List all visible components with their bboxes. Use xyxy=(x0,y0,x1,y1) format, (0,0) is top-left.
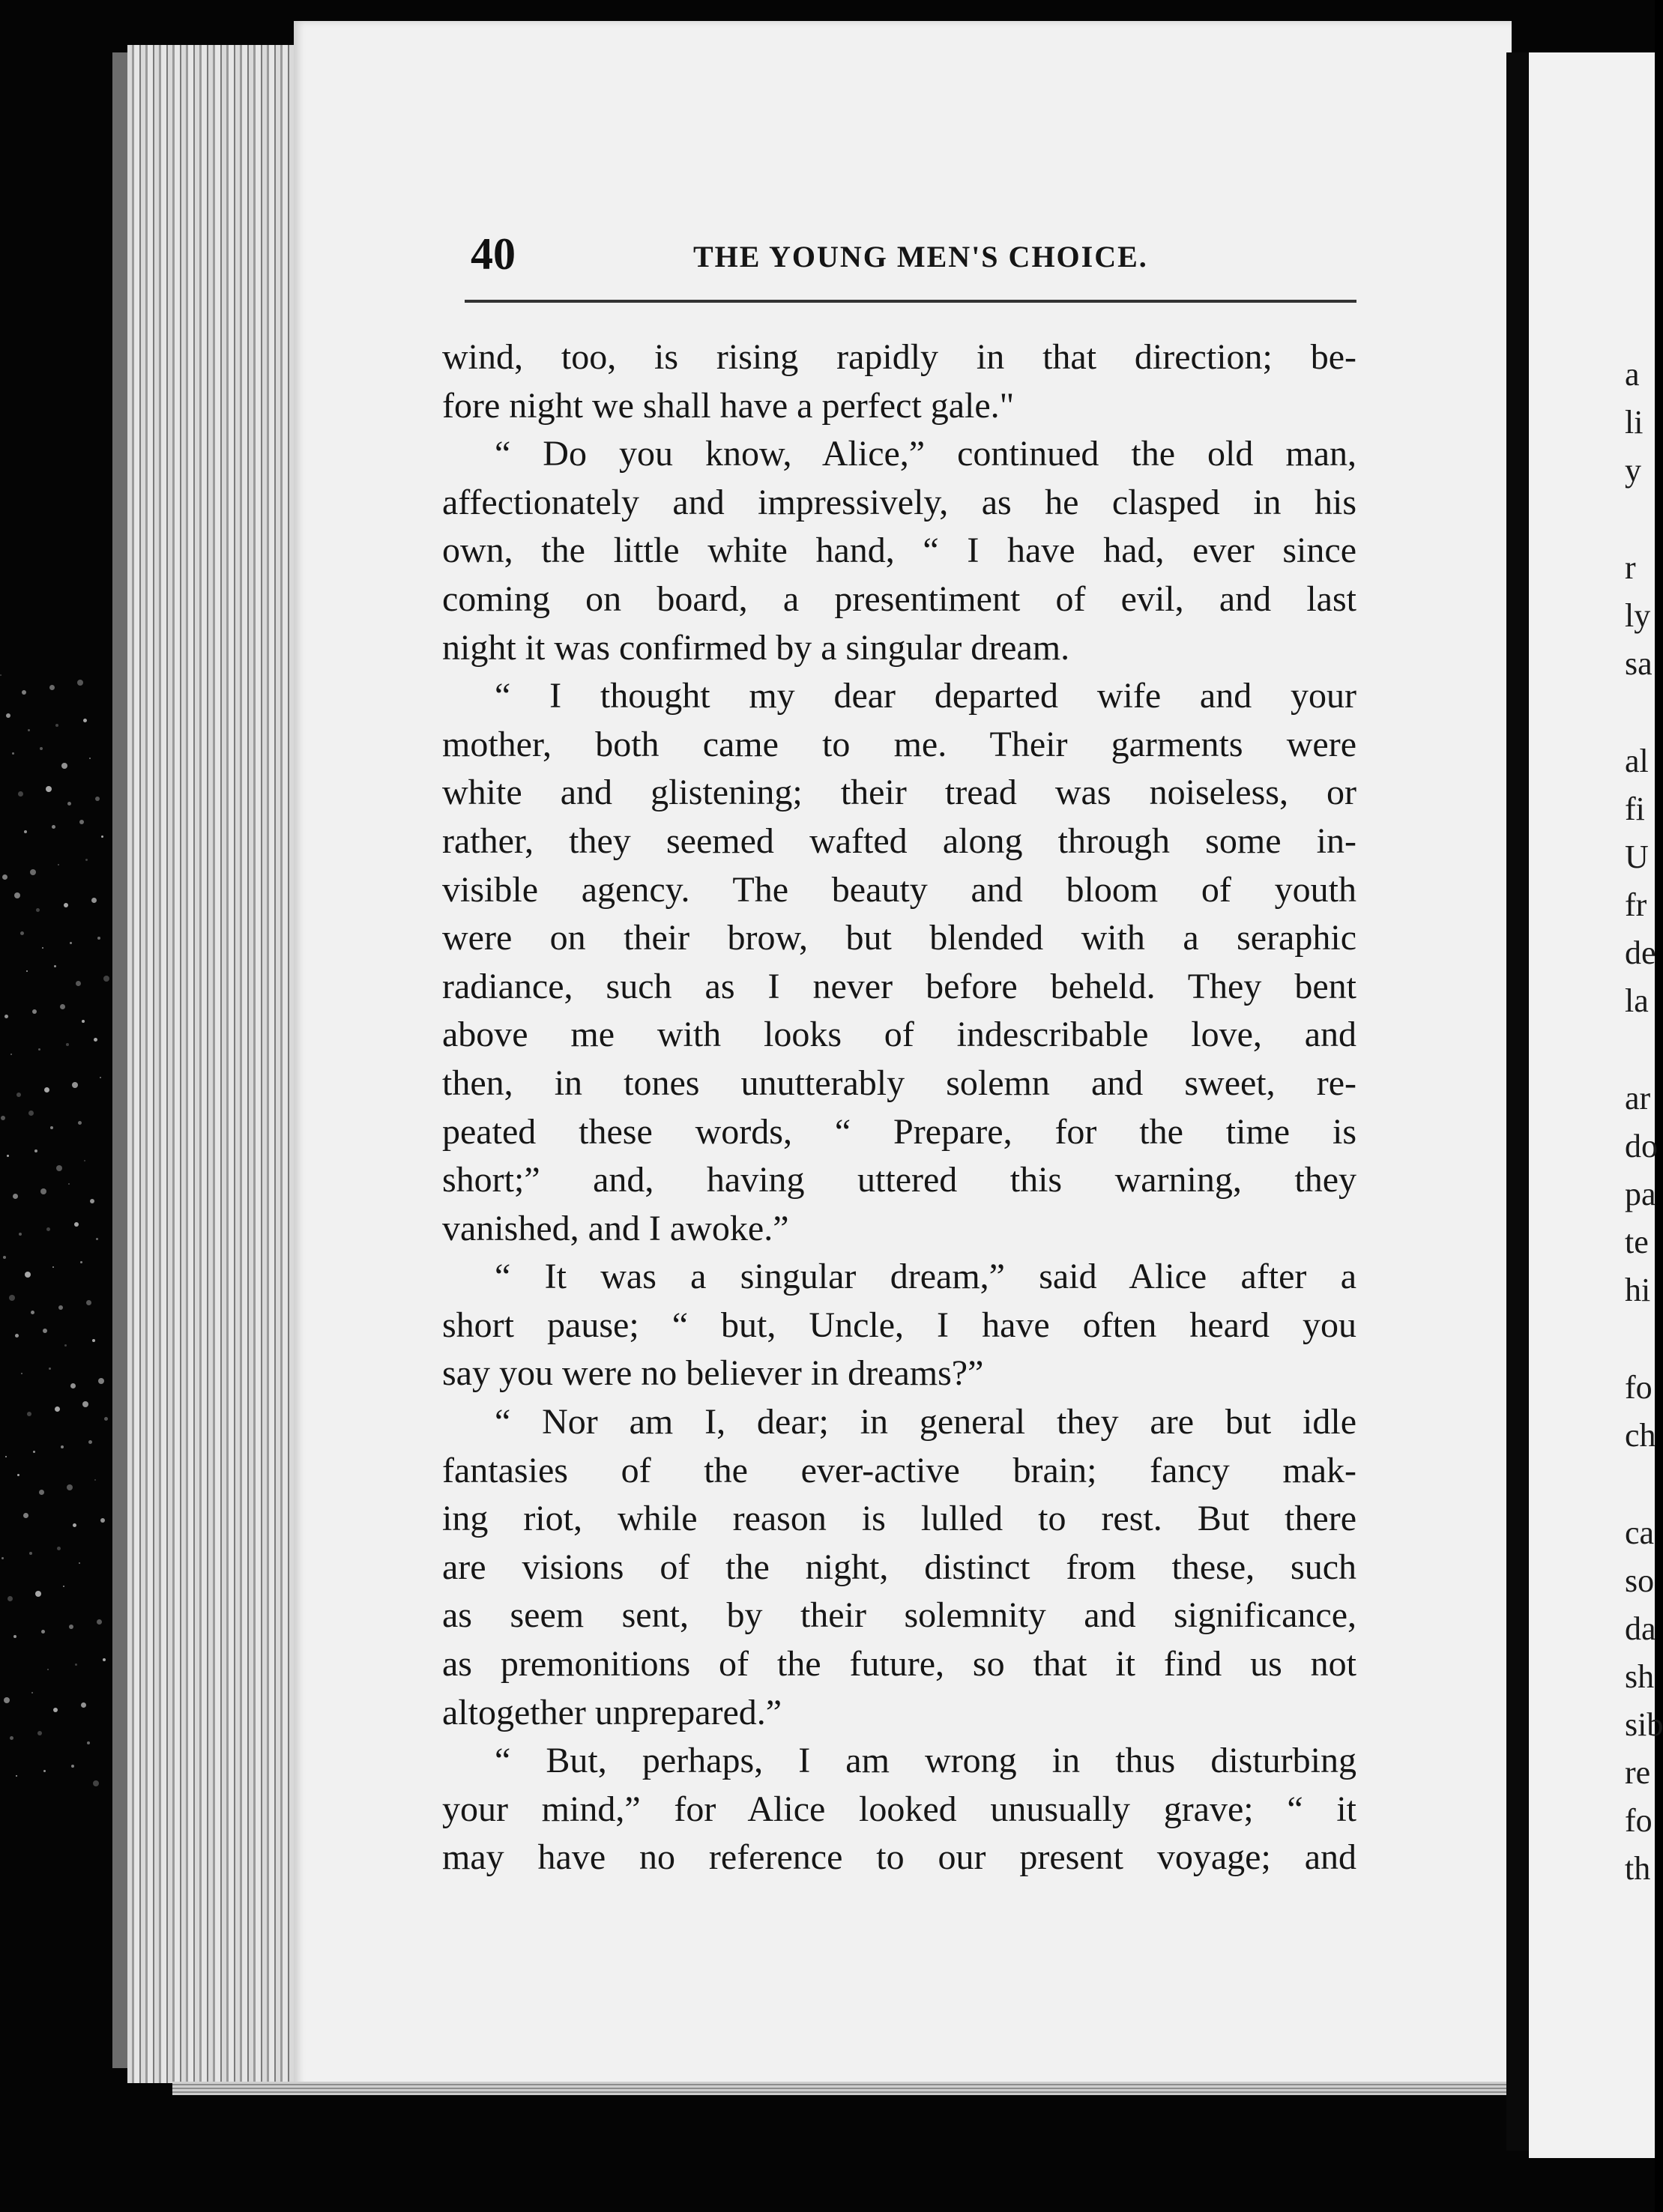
scan-speck xyxy=(40,1188,46,1194)
right-page-fragment-line: fo xyxy=(1625,1369,1653,1406)
scan-speck xyxy=(67,1484,73,1490)
scan-speck xyxy=(6,713,10,718)
text-line: say you were no believer in dreams?” xyxy=(442,1353,984,1394)
right-page-fragment-line: hi xyxy=(1625,1272,1651,1308)
scan-speck xyxy=(26,970,28,972)
page-block-edges xyxy=(127,45,307,2083)
scan-speck xyxy=(0,674,1,676)
scan-speck xyxy=(38,1048,40,1051)
scan-speck xyxy=(95,797,100,801)
text-line: mother, both came to me. Their garments were xyxy=(442,724,1356,764)
right-page-fragment-line: re xyxy=(1625,1754,1651,1791)
scan-speck xyxy=(41,1630,45,1634)
scan-speck xyxy=(84,1160,85,1161)
text-line: “ Do you know, Alice,” continued the old man, xyxy=(495,434,1356,474)
right-page-fragment-line: do xyxy=(1625,1128,1658,1164)
scan-speck xyxy=(98,1378,104,1384)
scan-speck xyxy=(13,1194,18,1199)
scan-speck xyxy=(42,947,43,949)
scan-speck xyxy=(73,1523,76,1527)
text-line: “ I thought my dear departed wife and your xyxy=(495,676,1356,716)
text-line: affectionately and impressively, as he clasped in his xyxy=(442,482,1356,522)
scan-speck xyxy=(82,1401,88,1407)
right-page-fragment-line: y xyxy=(1625,452,1641,489)
scan-speck xyxy=(91,898,97,903)
scan-speck xyxy=(13,1635,16,1638)
scan-speck xyxy=(58,864,59,865)
scan-speck xyxy=(89,758,91,759)
scan-speck xyxy=(56,1165,62,1171)
scan-speck xyxy=(3,1256,6,1259)
scan-speck xyxy=(70,1383,76,1388)
scan-speck xyxy=(31,1692,33,1693)
scan-speck xyxy=(34,1149,37,1152)
scan-speck xyxy=(18,791,23,797)
scan-speck xyxy=(100,1518,105,1523)
scan-speck xyxy=(67,802,71,806)
scan-speck xyxy=(85,859,88,861)
scan-speck xyxy=(54,965,56,967)
scan-speck xyxy=(47,1669,49,1670)
right-page-fragment-line: la xyxy=(1625,982,1649,1019)
text-line: altogether unprepared.” xyxy=(442,1692,782,1732)
scan-speck xyxy=(10,1736,13,1740)
page-number: 40 xyxy=(471,229,516,279)
scan-speck xyxy=(55,724,58,727)
scan-speck xyxy=(44,1087,49,1093)
right-page-fragment-line: ly xyxy=(1625,597,1651,634)
scan-speck xyxy=(33,1451,35,1453)
scan-speck xyxy=(46,786,52,792)
scan-speck xyxy=(69,1625,73,1629)
scan-speck xyxy=(90,1199,94,1203)
scan-speck xyxy=(94,1479,96,1481)
header-rule xyxy=(465,300,1356,303)
text-line: short pause; “ but, Uncle, I have often heard you xyxy=(442,1305,1356,1345)
right-page-fragment-line: a xyxy=(1625,356,1640,393)
book-gutter xyxy=(1506,52,1530,2151)
scan-speck xyxy=(88,1440,92,1444)
right-page-fragment-line: li xyxy=(1625,404,1644,441)
scan-speck xyxy=(52,825,55,829)
scan-speck xyxy=(1,1557,4,1559)
scan-speck xyxy=(72,1082,78,1088)
scan-speck xyxy=(14,892,20,898)
text-line: radiance, such as I never before beheld. They bent xyxy=(442,966,1356,1006)
scan-speck xyxy=(46,1227,50,1231)
scan-speck xyxy=(104,1417,108,1421)
scan-speck xyxy=(92,1339,95,1342)
scan-speck xyxy=(61,1445,64,1448)
scan-speck xyxy=(16,1093,21,1097)
text-line: wind, too, is rising rapidly in that direction; be- xyxy=(442,337,1356,377)
right-page-fragment-line: sh xyxy=(1625,1658,1655,1695)
scan-speck xyxy=(93,1780,99,1786)
scan-speck xyxy=(101,835,103,838)
right-page-fragment-line: pa xyxy=(1625,1176,1656,1212)
text-line: fantasies of the ever-active brain; fancy mak- xyxy=(442,1450,1356,1490)
scan-speck xyxy=(43,1329,47,1333)
scan-speck xyxy=(25,1272,31,1278)
scan-speck xyxy=(79,1562,80,1564)
scan-speck xyxy=(7,1155,9,1157)
page-bottom-edges xyxy=(172,2082,1514,2095)
scan-speck xyxy=(32,1009,37,1014)
right-page-fragment-line: sib xyxy=(1625,1706,1663,1743)
scan-speck xyxy=(24,830,27,833)
text-line: rather, they seemed wafted along through some in- xyxy=(442,821,1356,861)
text-line: “ It was a singular dream,” said Alice after a xyxy=(495,1257,1356,1297)
scan-speck xyxy=(37,1731,42,1735)
scan-speck xyxy=(4,1697,10,1703)
right-page-fragment-line: fi xyxy=(1625,791,1645,827)
right-page-fragment-line: ch xyxy=(1625,1417,1656,1454)
scan-speck xyxy=(76,981,81,986)
text-line: as premonitions of the future, so that it find us not xyxy=(442,1644,1356,1684)
scan-speck xyxy=(1,1116,5,1120)
scan-speck xyxy=(96,1238,98,1240)
right-page-fragment-line: sa xyxy=(1625,645,1653,682)
text-line: may have no reference to our present voyage; and xyxy=(442,1837,1356,1878)
scan-speck xyxy=(49,685,55,690)
scan-speck xyxy=(81,1702,86,1708)
scan-speck xyxy=(103,976,109,982)
right-page-fragment-line: ca xyxy=(1625,1514,1655,1551)
right-page-fragment-line: r xyxy=(1625,549,1636,586)
scan-speck xyxy=(49,1368,51,1370)
text-line: coming on board, a presentiment of evil, and last xyxy=(442,578,1356,619)
scan-speck xyxy=(36,908,40,912)
scan-speck xyxy=(43,1770,46,1772)
right-page-fragment-line: fo xyxy=(1625,1802,1653,1839)
scan-speck xyxy=(61,763,67,769)
scan-speck xyxy=(22,690,26,695)
text-line: above me with looks of indescribable love, and xyxy=(442,1015,1356,1055)
scan-speck xyxy=(50,1126,53,1129)
scan-speck xyxy=(53,1708,58,1712)
scan-speck xyxy=(2,874,7,880)
scan-speck xyxy=(71,1765,74,1768)
scan-speck xyxy=(15,1334,19,1338)
scan-speck xyxy=(17,1474,19,1476)
right-page-fragment-line: al xyxy=(1625,743,1649,779)
scan-speck xyxy=(4,1015,8,1018)
scan-speck xyxy=(31,1311,34,1314)
text-line: short;” and, having uttered this warning, they xyxy=(442,1160,1356,1200)
right-page-fragment-line: de xyxy=(1625,934,1656,971)
scan-speck xyxy=(82,1020,85,1023)
scan-speck xyxy=(86,1300,91,1305)
scan-speck xyxy=(40,747,43,750)
text-line: peated these words, “ Prepare, for the time is xyxy=(442,1111,1356,1152)
right-page-fragment-line: da xyxy=(1625,1610,1656,1647)
scan-speck xyxy=(83,719,87,722)
scan-speck xyxy=(70,942,72,944)
scan-speck xyxy=(66,1043,69,1046)
scan-speck xyxy=(5,1456,7,1457)
text-line: were on their brow, but blended with a seraphic xyxy=(442,918,1356,958)
text-line: own, the little white hand, “ I have had, ever since xyxy=(442,531,1356,571)
scan-speck xyxy=(94,1038,97,1042)
scan-speck xyxy=(78,1121,82,1125)
scan-speck xyxy=(63,1586,64,1587)
scan-speck xyxy=(55,1406,60,1412)
scan-speck xyxy=(7,1596,13,1601)
scan-speck xyxy=(80,1261,82,1263)
scan-speck xyxy=(64,1344,67,1347)
scan-speck xyxy=(28,729,30,731)
scan-speck xyxy=(12,752,14,755)
scan-speck xyxy=(97,937,100,940)
scan-speck xyxy=(97,1619,102,1625)
scan-speck xyxy=(64,903,68,907)
scan-speck xyxy=(23,1513,28,1518)
scan-speck xyxy=(20,931,24,935)
scan-speck xyxy=(10,1054,12,1055)
scan-speck xyxy=(39,1490,44,1495)
right-page-fragment-line: fr xyxy=(1625,886,1647,923)
scan-speck xyxy=(29,1552,32,1555)
scan-speck xyxy=(28,1110,34,1116)
scan-speck xyxy=(57,1547,61,1550)
scan-speck xyxy=(30,869,36,875)
right-page-fragment-line: te xyxy=(1625,1224,1649,1260)
text-line: ing riot, while reason is lulled to rest. But there xyxy=(442,1499,1356,1539)
text-line: fore night we shall have a perfect gale." xyxy=(442,385,1015,426)
scan-speck xyxy=(52,1266,54,1268)
text-line: your mind,” for Alice looked unusually grave; “ it xyxy=(442,1789,1356,1829)
scan-speck xyxy=(77,680,83,686)
right-page-fragment-line: ar xyxy=(1625,1080,1651,1116)
scan-speck xyxy=(60,1004,65,1009)
text-line: vanished, and I awoke.” xyxy=(442,1208,789,1248)
text-line: visible agency. The beauty and bloom of youth xyxy=(442,869,1356,910)
text-line: “ Nor am I, dear; in general they are but idle xyxy=(495,1402,1356,1442)
scan-speck xyxy=(58,1305,63,1310)
scan-speck xyxy=(103,1658,106,1661)
scan-speck xyxy=(27,1412,31,1416)
right-page-fragment-line: so xyxy=(1625,1562,1655,1599)
scan-speck xyxy=(9,1295,15,1301)
scan-speck xyxy=(100,1077,101,1078)
scan-speck xyxy=(87,1741,90,1744)
scan-speck xyxy=(19,1233,22,1236)
scan-speck xyxy=(68,1183,70,1185)
text-line: as seem sent, by their solemnity and significance, xyxy=(442,1595,1356,1636)
scan-speck xyxy=(21,1373,22,1374)
scan-speck xyxy=(74,1222,79,1227)
body-text xyxy=(442,333,1356,1882)
text-line: “ But, perhaps, I am wrong in thus disturbing xyxy=(495,1741,1356,1781)
text-line: white and glistening; their tread was noiseless, or xyxy=(442,773,1356,813)
scan-speck xyxy=(75,1663,77,1666)
scan-speck xyxy=(35,1591,41,1597)
running-head: THE YOUNG MEN'S CHOICE. xyxy=(693,240,1148,274)
text-line: then, in tones unutterably solemn and sweet, re- xyxy=(442,1063,1356,1103)
page-header xyxy=(471,229,1351,281)
right-page-fragment-line: U xyxy=(1625,838,1649,875)
right-page-fragment-line: th xyxy=(1625,1850,1651,1887)
scan-speck xyxy=(16,1775,17,1777)
scan-speck xyxy=(79,820,84,824)
text-line: night it was confirmed by a singular dream. xyxy=(442,627,1070,668)
text-line: are visions of the night, distinct from these, such xyxy=(442,1547,1356,1587)
